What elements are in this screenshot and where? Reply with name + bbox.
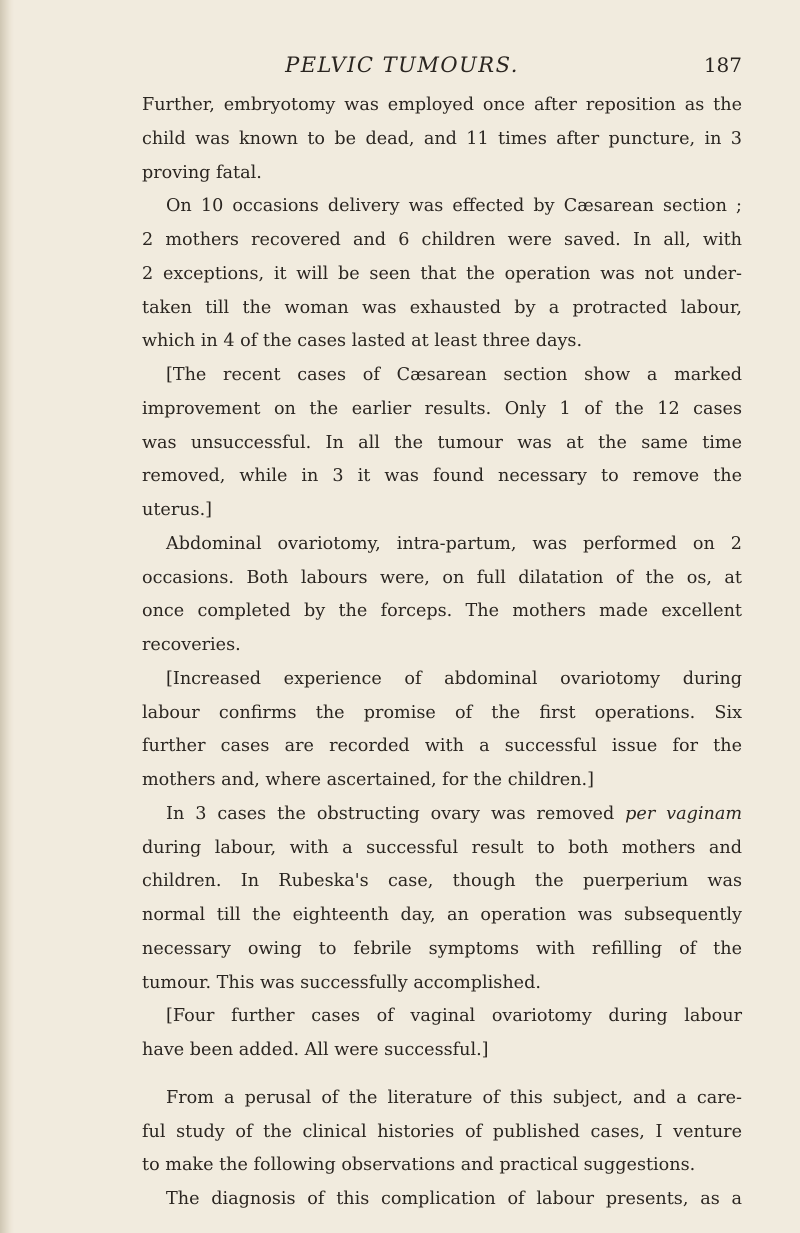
text-line: uterus.] [142, 500, 213, 520]
text-line: The diagnosis of this complication of labour presents, as a [166, 1189, 742, 1209]
text-line: which in 4 of the cases lasted at least three days. [142, 331, 583, 352]
text-line: mothers and, where ascertained, for the children.] [142, 770, 594, 790]
text-line: 2 exceptions, it will be seen that the operation was not under- [142, 263, 742, 284]
text-line: further cases are recorded with a successful issue for the [142, 736, 742, 757]
text-line: From a perusal of the literature of this subject, and a care- [166, 1087, 742, 1108]
text-line: [The recent cases of Cæsarean section show a marked [166, 365, 742, 385]
text-line: Abdominal ovariotomy, intra-partum, was performed on 2 [166, 533, 742, 554]
text-line: 2 mothers recovered and 6 children were saved. In all, with [142, 230, 742, 250]
text-line: once completed by the forceps. The mothers made excellent [142, 601, 742, 622]
text-line: was unsuccessful. In all the tumour was at the same time [142, 432, 742, 453]
text-line: recoveries. [142, 635, 241, 655]
text-line: necessary owing to febrile symptoms with refilling of the [142, 938, 742, 959]
text-line: occasions. Both labours were, on full dilatation of the os, at [142, 567, 742, 588]
text-line: removed, while in 3 it was found necessary to remove the [142, 466, 742, 487]
page-edge-shadow [0, 0, 14, 1233]
text-line: child was known to be dead, and 11 times after puncture, in 3 [142, 128, 742, 149]
text-line: [Increased experience of abdominal ovariotomy during [166, 668, 742, 689]
text-line: tumour. This was successfully accomplished. [142, 972, 541, 993]
text-line: labour confirms the promise of the first operations. Six [142, 702, 742, 723]
running-title: PELVIC TUMOURS. [285, 53, 519, 77]
text-line: children. In Rubeska's case, though the puerperium was [142, 871, 742, 892]
text-line: normal till the eighteenth day, an operation was subsequently [142, 905, 742, 925]
text-line: improvement on the earlier results. Only 1 of the 12 cases [142, 398, 742, 419]
text-line: Further, embryotomy was employed once after reposition as the [142, 95, 742, 115]
text-line: [Four further cases of vaginal ovariotomy during labour [166, 1006, 742, 1027]
text-line: during labour, with a successful result to both mothers and [142, 837, 742, 858]
italic-phrase: per vaginam [625, 803, 743, 824]
text-line: have been added. All were successful.] [142, 1040, 489, 1060]
text-line: taken till the woman was exhausted by a protracted labour, [142, 297, 742, 318]
text-line [166, 797, 742, 831]
text-segment: In 3 cases the obstructing ovary was removed [166, 803, 626, 824]
page-number: 187 [703, 53, 742, 77]
text-line: On 10 occasions delivery was effected by Cæsarean section ; [166, 196, 742, 217]
text-line: proving fatal. [142, 162, 262, 183]
text-line: to make the following observations and practical suggestions. [142, 1155, 696, 1176]
running-header [142, 48, 742, 82]
text-line: ful study of the clinical histories of published cases, I venture [142, 1121, 742, 1142]
